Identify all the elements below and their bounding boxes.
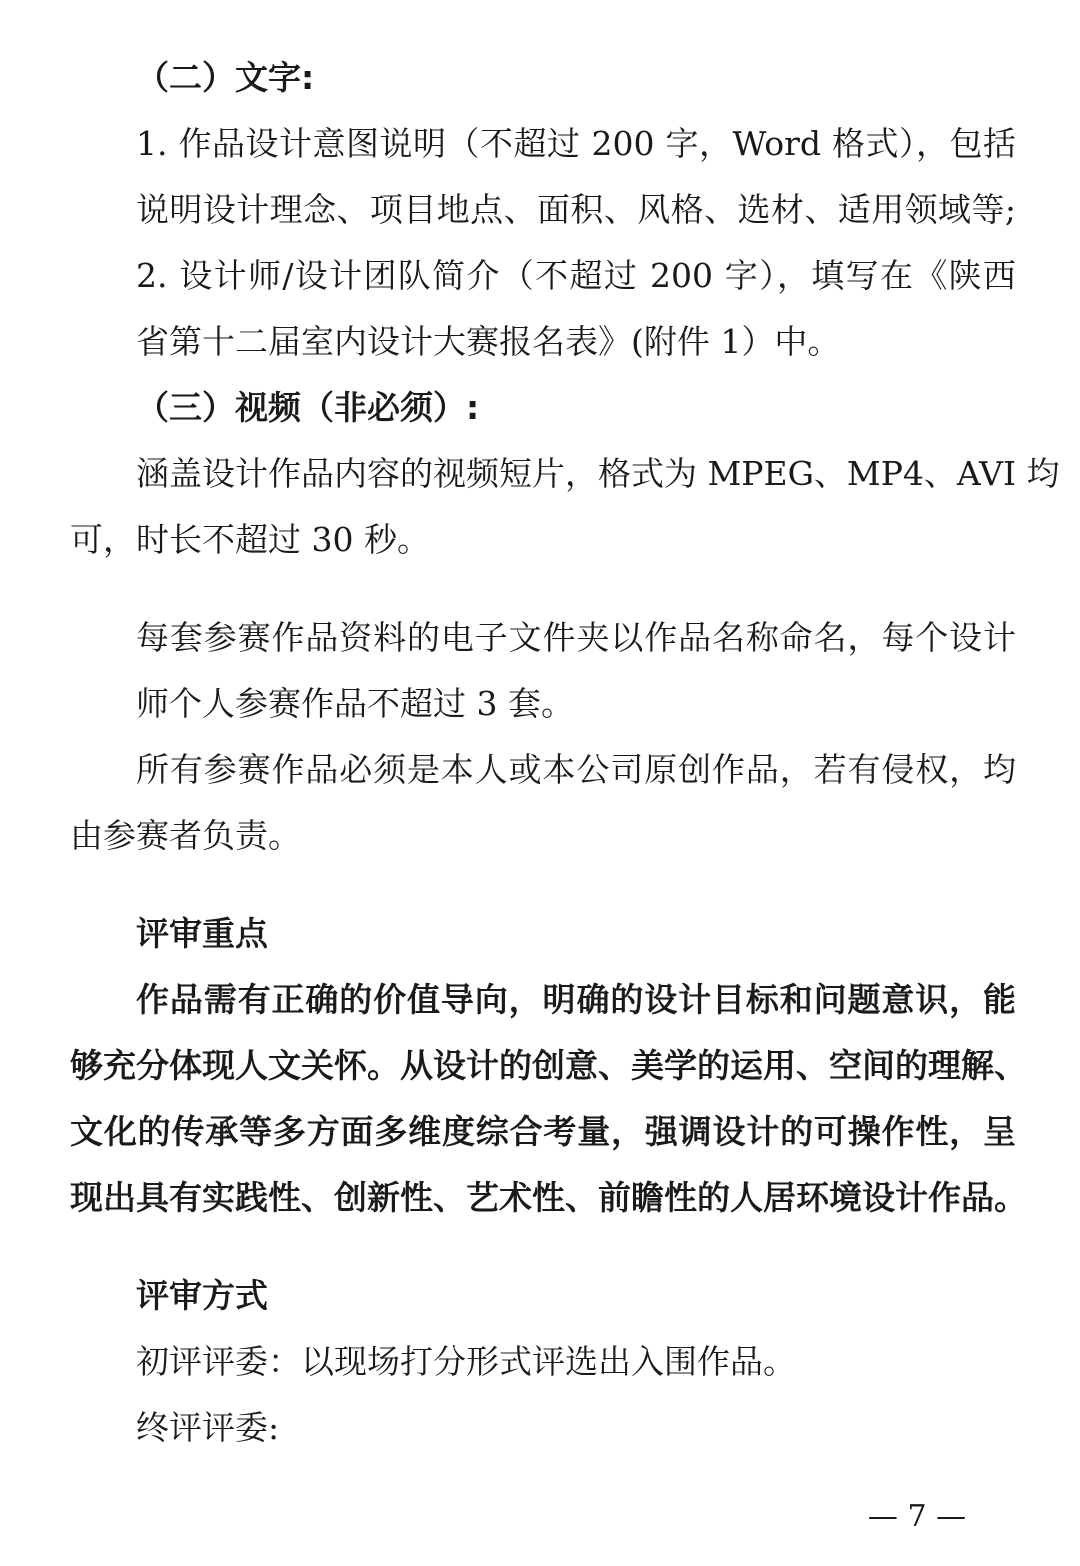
body-line: 由参赛者负责。 (70, 816, 301, 855)
heading-review-focus: 评审重点 (136, 914, 268, 953)
body-line-bold: 文化的传承等多方面多维度综合考量，强调设计的可操作性，呈 (70, 1112, 1016, 1151)
section-heading-video: （三）视频（非必须）: (136, 388, 480, 427)
heading-review-method: 评审方式 (136, 1276, 268, 1315)
body-line-bold: 作品需有正确的价值导向，明确的设计目标和问题意识，能 (136, 980, 1016, 1019)
body-line: 省第十二届室内设计大赛报名表》(附件 1）中。 (136, 322, 841, 361)
body-line: 可，时长不超过 30 秒。 (70, 520, 430, 559)
body-line: 所有参赛作品必须是本人或本公司原创作品，若有侵权，均 (136, 750, 1016, 789)
section-heading-text: （二）文字: (136, 58, 315, 97)
body-line: 涵盖设计作品内容的视频短片，格式为 MPEG、MP4、AVI 均 (136, 454, 1060, 493)
body-line-bold: 现出具有实践性、创新性、艺术性、前瞻性的人居环境设计作品。 (70, 1178, 1027, 1217)
page-number: — 7 — (867, 1499, 967, 1534)
body-line-bold: 够充分体现人文关怀。从设计的创意、美学的运用、空间的理解、 (70, 1046, 1027, 1085)
body-line: 终评评委: (136, 1408, 280, 1447)
body-line: 1. 作品设计意图说明（不超过 200 字，Word 格式），包括 (136, 124, 1016, 163)
body-line: 初评评委：以现场打分形式评选出入围作品。 (136, 1342, 796, 1381)
body-line: 师个人参赛作品不超过 3 套。 (136, 684, 574, 723)
body-line: 2. 设计师/设计团队简介（不超过 200 字），填写在《陕西 (136, 256, 1016, 295)
body-line: 说明设计理念、项目地点、面积、风格、选材、适用领域等; (136, 190, 1016, 229)
body-line: 每套参赛作品资料的电子文件夹以作品名称命名，每个设计 (136, 618, 1016, 657)
